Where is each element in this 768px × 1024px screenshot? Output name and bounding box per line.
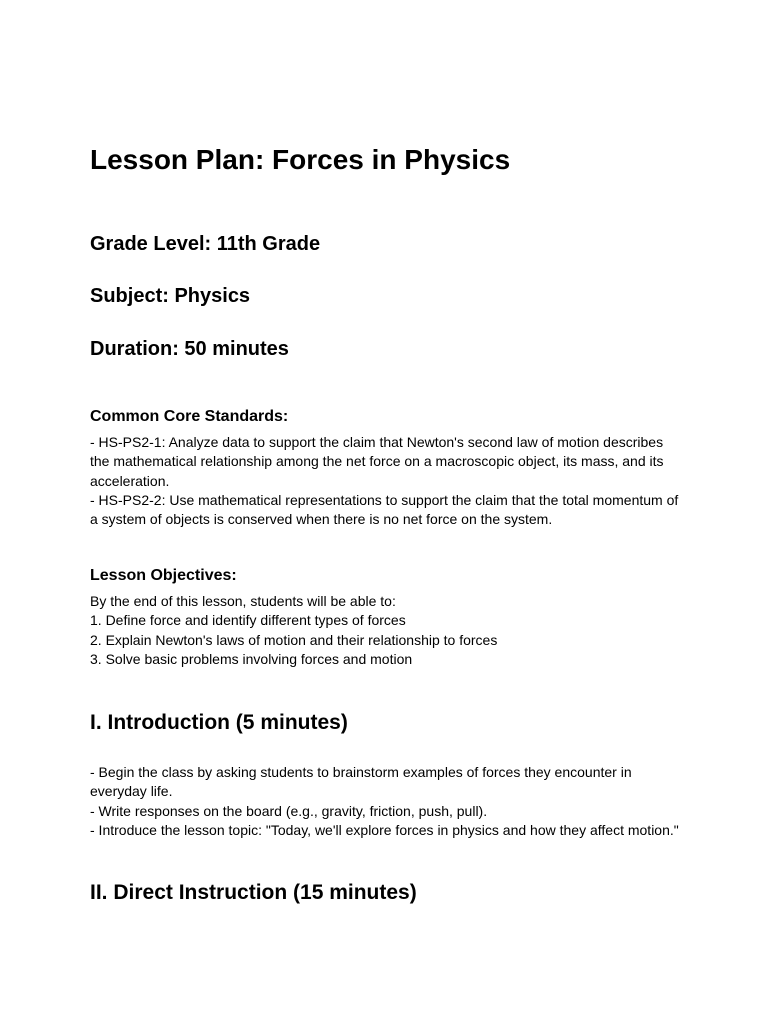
objective-item: 2. Explain Newton's laws of motion and their relationship to forces bbox=[90, 631, 498, 648]
page-title: Lesson Plan: Forces in Physics bbox=[90, 144, 511, 175]
objective-intro: By the end of this lesson, students will be able to: bbox=[90, 593, 396, 609]
standard-item: - HS-PS2-2: Use mathematical representations to support the claim that the total momentum of a system of objects is conserved when there is no net force on the system. bbox=[90, 491, 679, 528]
duration: Duration: 50 minutes bbox=[90, 338, 289, 360]
objective-item: 3. Solve basic problems involving forces and motion bbox=[90, 650, 413, 667]
standards-list bbox=[90, 433, 680, 529]
standard-item: - HS-PS2-1: Analyze data to support the claim that Newton's second law of motion describes the mathematical relationship among the net force on a macroscopic object, its mass, and its acceleration. bbox=[90, 434, 664, 489]
introduction-item: - Begin the class by asking students to brainstorm examples of forces they encounter in everyday life. bbox=[90, 764, 632, 800]
grade-level: Grade Level: 11th Grade bbox=[90, 233, 321, 255]
direct-instruction-heading: II. Direct Instruction (15 minutes) bbox=[90, 881, 417, 904]
objectives-heading: Lesson Objectives: bbox=[90, 567, 237, 584]
subject: Subject: Physics bbox=[90, 285, 251, 307]
introduction-list bbox=[90, 763, 680, 840]
introduction-item: - Write responses on the board (e.g., gravity, friction, push, pull). bbox=[90, 802, 488, 819]
introduction-heading: I. Introduction (5 minutes) bbox=[90, 711, 348, 734]
introduction-item: - Introduce the lesson topic: "Today, we'll explore forces in physics and how they affect motion." bbox=[90, 821, 679, 838]
objectives-list bbox=[90, 592, 680, 669]
objective-item: 1. Define force and identify different types of forces bbox=[90, 612, 406, 629]
standards-heading: Common Core Standards: bbox=[90, 408, 289, 425]
